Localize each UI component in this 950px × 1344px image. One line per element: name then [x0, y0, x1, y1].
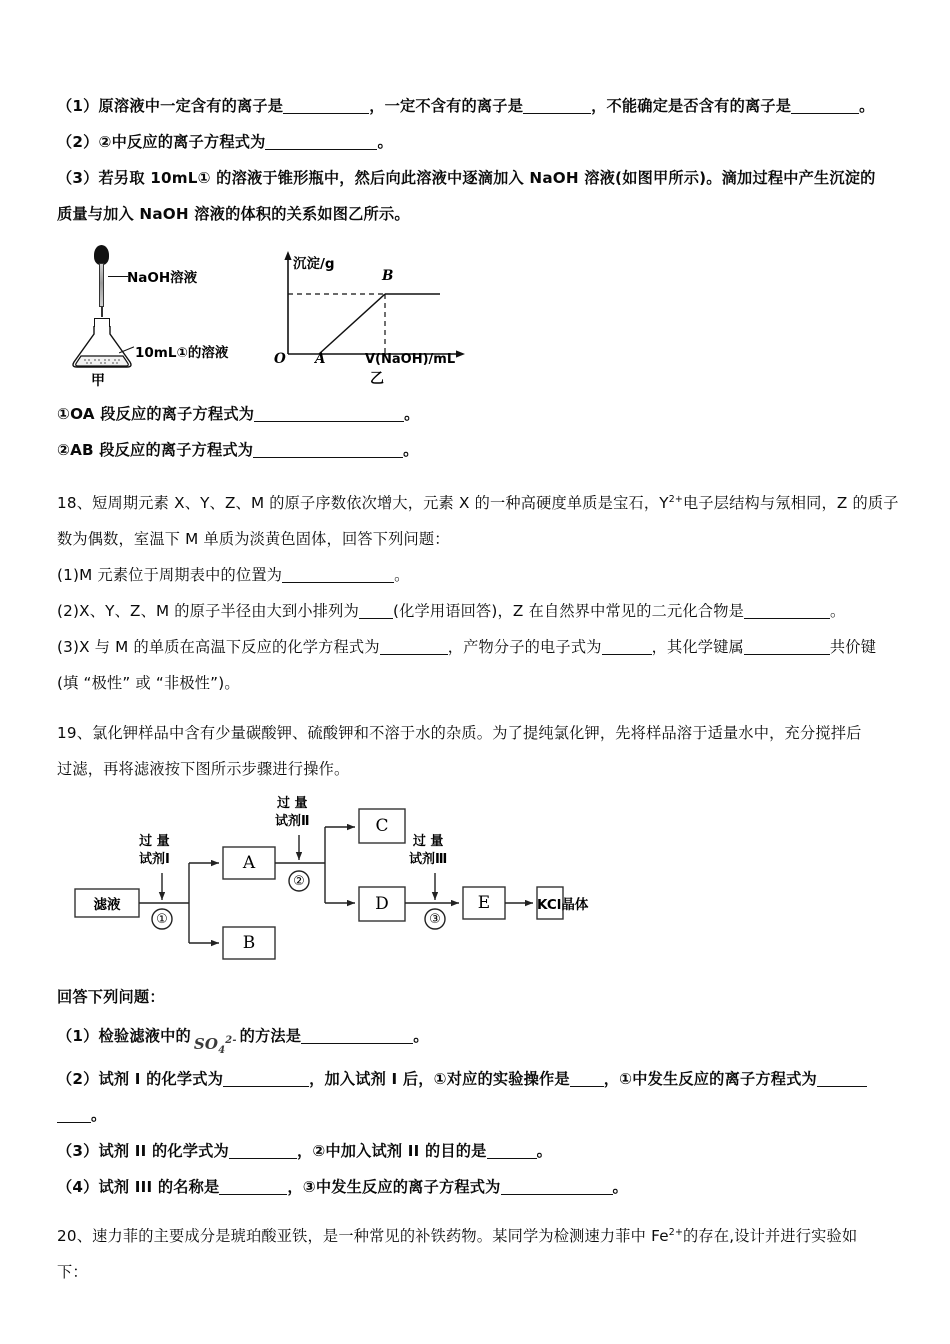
- reagent-2-line-2: 试剂Ⅱ: [275, 814, 310, 830]
- q18-stem-c: 数为偶数，室温下 M 单质为淡黄色固体，回答下列问题：: [57, 530, 450, 549]
- figure-group-17: [57, 242, 907, 392]
- answer-blank[interactable]: [282, 569, 394, 583]
- sub-tail: 。: [403, 441, 419, 459]
- precipitation-graph-figure: [262, 242, 492, 392]
- q19-1-text-a: 检验滤液中的: [98, 1027, 191, 1046]
- q18-3-marker: (3): [57, 638, 80, 657]
- reagent-1-line-2: 试剂Ⅰ: [139, 852, 170, 868]
- flask-solution-label: 10mL①的溶液: [135, 345, 229, 361]
- answer-blank[interactable]: [487, 1145, 537, 1159]
- flow-node-e: E: [477, 893, 491, 914]
- question-17-part-3-cont: [57, 196, 907, 232]
- q18-2-marker: (2): [57, 602, 80, 621]
- q19-4-text-b: ，③中发生反应的离子方程式为: [287, 1178, 501, 1197]
- flow-reagent-2: [275, 795, 310, 831]
- dropper-bulb-icon: [94, 245, 109, 265]
- q19-2-marker: （2）: [57, 1070, 99, 1089]
- q19-prompt-text: 回答下列问题：: [57, 988, 165, 1007]
- q18-3-text-e: (填 “极性” 或 “非极性”)。: [57, 674, 240, 693]
- flow-node-c: C: [375, 816, 389, 837]
- answer-blank[interactable]: [301, 1030, 413, 1044]
- question-18-stem: [57, 482, 907, 521]
- answer-blank[interactable]: [817, 1073, 867, 1087]
- q17-1-marker: （1）: [57, 97, 99, 115]
- q19-4-marker: （4）: [57, 1178, 99, 1197]
- naoh-reagent-label: NaOH溶液: [127, 270, 198, 286]
- q19-1-marker: （1）: [57, 1027, 99, 1046]
- q18-stem-a: 短周期元素 X、Y、Z、M 的原子序数依次增大，元素 X 的一种高硬度单质是宝石，Y: [92, 494, 669, 513]
- answer-blank[interactable]: [523, 100, 591, 114]
- question-20-stem: [57, 1215, 907, 1254]
- q19-3-text-b: ，②中加入试剂 II 的目的是: [296, 1142, 487, 1161]
- q19-4-text-c: 。: [612, 1178, 628, 1197]
- question-19-prompt: [57, 979, 907, 1015]
- graph-point-b-label: B: [382, 268, 394, 284]
- question-17-3-sub-1: [57, 396, 907, 432]
- reagent-2-line-1: 过 量: [277, 796, 308, 812]
- segment-label: OA: [70, 405, 95, 423]
- question-19-part-3: [57, 1133, 907, 1169]
- flow-step-3: ③: [429, 911, 441, 927]
- answer-blank[interactable]: [602, 641, 652, 655]
- q18-3-text-a: X 与 M 的单质在高温下反应的化学方程式为: [79, 638, 380, 657]
- q20-text-a: 速力菲的主要成分是琥珀酸亚铁，是一种常见的补铁药物。某同学为检测速力菲中 Fe: [92, 1227, 669, 1246]
- q20-text-b: 的存在,设计并进行实验如: [683, 1227, 858, 1246]
- answer-blank[interactable]: [570, 1073, 604, 1087]
- answer-blank[interactable]: [791, 100, 859, 114]
- q17-1-text-c: ，不能确定是否含有的离子是: [591, 97, 792, 115]
- graph-origin-label: O: [274, 351, 286, 367]
- reagent-3-line-1: 过 量: [412, 834, 444, 850]
- q18-2-text-a: X、Y、Z、M 的原子半径由大到小排列为: [79, 602, 359, 621]
- flow-node-a: A: [242, 853, 256, 874]
- sub-tail: 。: [404, 405, 420, 423]
- formula-subscript: 4: [218, 1045, 226, 1057]
- naoh-label-leader-line: [108, 276, 128, 277]
- answer-blank[interactable]: [254, 408, 404, 422]
- sub-marker: ②: [57, 441, 71, 459]
- answer-blank[interactable]: [283, 100, 369, 114]
- flow-step-2: ②: [293, 873, 305, 889]
- q17-2-marker: （2）: [57, 133, 99, 151]
- question-18-part-1: [57, 557, 907, 593]
- q18-1-text-b: 。: [394, 566, 410, 585]
- answer-blank[interactable]: [380, 641, 448, 655]
- answer-blank[interactable]: [265, 136, 377, 150]
- question-18-stem-cont: [57, 521, 907, 557]
- reagent-3-line-2: 试剂Ⅲ: [409, 852, 448, 868]
- dropper-tube-icon: [99, 263, 104, 307]
- q19-2-text-a: 试剂 I 的化学式为: [98, 1070, 224, 1089]
- q18-superscript: 2+: [668, 494, 683, 505]
- answer-blank[interactable]: [229, 1145, 297, 1159]
- q17-3-marker: （3）: [57, 169, 99, 187]
- q18-3-text-d: 共价键: [829, 638, 877, 657]
- q18-2-text-c: 。: [830, 602, 846, 621]
- question-19-part-1: [57, 1015, 907, 1061]
- q19-2-tail: 。: [91, 1106, 107, 1125]
- q19-3-marker: （3）: [57, 1142, 99, 1161]
- answer-blank[interactable]: [744, 641, 830, 655]
- answer-blank[interactable]: [253, 444, 403, 458]
- q18-1-marker: (1): [57, 566, 80, 585]
- segment-label: AB: [70, 441, 94, 459]
- formula-charge: 2-: [225, 1035, 237, 1047]
- question-18-part-2: [57, 593, 907, 629]
- q18-1-text-a: M 元素位于周期表中的位置为: [79, 566, 283, 585]
- reagent-1-line-1: 过 量: [139, 834, 170, 850]
- q19-3-text-a: 试剂 II 的化学式为: [98, 1142, 229, 1161]
- graph-point-a-label: A: [315, 351, 326, 367]
- question-20-stem-cont: [57, 1254, 907, 1290]
- q17-2-text-b: 。: [377, 133, 393, 151]
- flow-reagent-1: [139, 833, 170, 869]
- q17-1-text-a: 原溶液中一定含有的离子是: [98, 97, 284, 115]
- q17-3-text-a: 若另取 10mL① 的溶液于锥形瓶中，然后向此溶液中逐滴加入 NaOH 溶液(如图甲所示)。滴加过程中产生沉淀的: [98, 169, 876, 187]
- answer-blank[interactable]: [359, 605, 393, 619]
- q18-2-text-b: (化学用语回答)，Z 在自然界中常见的二元化合物是: [392, 602, 744, 621]
- dropper-tip-icon: [101, 306, 103, 317]
- q17-3-text-b: 质量与加入 NaOH 溶液的体积的关系如图乙所示。: [57, 205, 410, 223]
- question-17-part-3: [57, 160, 907, 196]
- q19-stem-b: 过滤，再将滤液按下图所示步骤进行操作。: [57, 760, 350, 779]
- flow-node-product: KCl晶体: [537, 897, 589, 914]
- flow-node-b: B: [242, 933, 256, 954]
- q17-2-text-a: ②中反应的离子方程式为: [98, 133, 266, 151]
- sub-marker: ①: [57, 405, 71, 423]
- purification-flowchart-figure: [57, 796, 907, 971]
- answer-blank[interactable]: [219, 1181, 287, 1195]
- q19-3-text-c: 。: [536, 1142, 552, 1161]
- question-19-part-4: [57, 1169, 907, 1205]
- q19-2-text-c: ，①中发生反应的离子方程式为: [603, 1070, 817, 1089]
- flow-step-1: ①: [156, 911, 168, 927]
- flow-reagent-3: [409, 833, 447, 869]
- figure-caption-yi: 乙: [370, 371, 384, 387]
- q19-stem-a: 氯化钾样品中含有少量碳酸钾、硫酸钾和不溶于水的杂质。为了提纯氯化钾，先将样品溶于适量水中，充分搅拌后: [92, 724, 862, 743]
- flask-apparatus-figure: [63, 242, 263, 392]
- sub-text: 段反应的离子方程式为: [93, 441, 254, 459]
- page-content: [57, 88, 907, 1290]
- question-19-stem: [57, 715, 907, 751]
- question-19-part-2-cont: [57, 1097, 907, 1133]
- question-18-part-3-cont: [57, 665, 907, 701]
- question-19-stem-cont: [57, 751, 907, 787]
- answer-blank[interactable]: [57, 1109, 91, 1123]
- sulfate-ion-formula: [191, 1023, 240, 1069]
- answer-blank[interactable]: [501, 1181, 613, 1195]
- formula-main: SO: [193, 1035, 219, 1054]
- sub-text: 段反应的离子方程式为: [94, 405, 255, 423]
- figure-caption-jia: 甲: [91, 373, 105, 389]
- question-17-part-1: [57, 88, 907, 124]
- q17-1-text-d: 。: [859, 97, 875, 115]
- q19-1-text-c: 。: [413, 1027, 429, 1046]
- flow-node-filtrate: 滤液: [93, 897, 121, 914]
- q18-3-text-b: ，产物分子的电子式为: [447, 638, 602, 657]
- q19-2-text-b: ，加入试剂 I 后，①对应的实验操作是: [309, 1070, 570, 1089]
- q20-number: 20、: [57, 1227, 93, 1246]
- q17-1-text-b: ，一定不含有的离子是: [369, 97, 524, 115]
- q18-stem-b: 电子层结构与氖相同，Z 的质子: [683, 494, 899, 513]
- q18-number: 18、: [57, 494, 93, 513]
- q20-superscript: 2+: [668, 1227, 684, 1239]
- question-17-part-2: [57, 124, 907, 160]
- question-19-part-2: [57, 1061, 907, 1097]
- question-17-3-sub-2: [57, 432, 907, 468]
- q19-number: 19、: [57, 724, 93, 743]
- answer-blank[interactable]: [744, 605, 830, 619]
- question-18-part-3: [57, 629, 907, 665]
- q19-1-text-b: 的方法是: [239, 1027, 302, 1046]
- answer-blank[interactable]: [223, 1073, 309, 1087]
- q18-3-text-c: ，其化学键属: [651, 638, 744, 657]
- graph-y-axis-label: 沉淀/g: [293, 256, 335, 272]
- q20-text-c: 下：: [57, 1263, 88, 1282]
- graph-x-axis-label: V(NaOH)/mL: [365, 352, 456, 367]
- flow-node-d: D: [375, 894, 389, 915]
- q19-4-text-a: 试剂 III 的名称是: [98, 1178, 220, 1197]
